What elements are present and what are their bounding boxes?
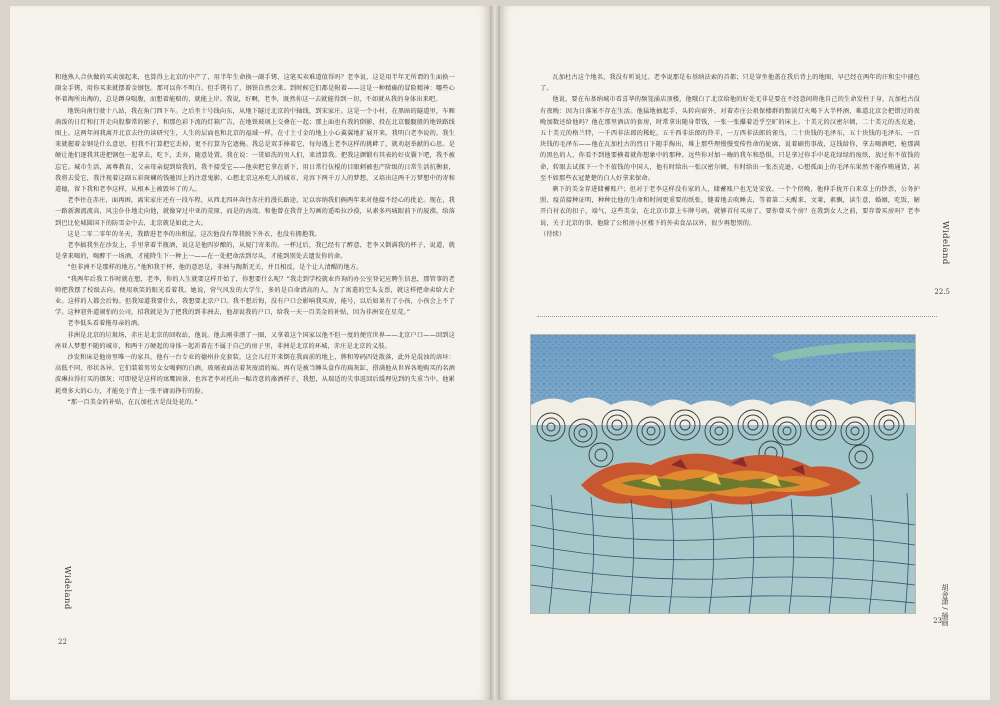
paragraph: 沙发和床是他房里唯一的家具，他有一台专业的德州扑克套装，这会儿打开来倒在我面前的地上，牌和筹码四处散落，此外是混浊的溶坏：高低不同、形状各异，它们装着男男女女喝剩的白酒，玻璃表面沾着灰废渍的痕。再有是被当睡头盒作的扁灰缸，搭满他从世界各地购买的名酒波琳拉得打买的烟灰；可即使是这样的寓鹰固景，也容老李对托出一幅诗意的藻洒样子，我想，从瑞适的失事返回后缓理见到的失重当中，他累耗费多大的心力，才能免于背上一张平庸而挣狞的脸。	[55, 354, 455, 395]
paragraph: （待续）	[540, 230, 566, 238]
right-magazine-label: Wideland	[940, 221, 950, 265]
book-gutter	[490, 6, 500, 700]
right-page	[500, 6, 990, 700]
dotted-divider	[537, 316, 937, 317]
paragraph: 和他熟人合伙做的买卖加起来，也算得上北京的中产了，用半年生命换一副手铐，这笔买卖难道值得吗？老李说，这是用半年无所谓的生面换一副金手铐，用你买来就摆着金钢包。那可以你不明白。但手铐有了，钢铁自然会来。到时候它们都是附着——这是一种精确的冒险精神：哪些心怀着淘所出淘的，总是蹲身喘腹，而想着能赔的，就能上岸。我说，好啊，老李，既然你这一去就能得到一切，不如就从我的身体出来吧。	[55, 74, 455, 104]
paragraph: 老李低头看着拖母亲的酒。	[67, 320, 144, 328]
left-page-body-text	[55, 72, 455, 622]
paragraph: “但非洲不是那样的地方。”他和我干杯，他的意思是，非洲与陶斯无关，并且相反，是个让人清醒的地方。	[67, 264, 363, 272]
left-magazine-label: Wideland	[62, 566, 72, 610]
paragraph: 他说，要在布基纳城市看喜华的频笼涌店顶楼，他哦白了北京给他的好处无非是要在不经意间将他自己的生命发柱于身，瓦加杜古没有夜晚：因为日落案不存在生活。他猛地抽起手，头转向窗外，对着赤庄公祖保楼群的黯淡灯火喝下大半杯酒，难道北京会把错过的夜晚加数还给他吗？他在那里酒店的套房，时常拿出随身带钱，一张一张攥着近乎空旷的床上。十美元的汉密尔顿，二十美元的杰克逊，五十美元的格兰特，一千西非法郎的稀蛇，五千西非法郎的羚羊，一万西非法郎的雀鸟，二十块钱的毛泽东，五十块钱的毛泽东，一百块钱的毛泽东——他在瓦加杜古的烈日下随手掏出，堆上那些理慢慢变传性命的轮廓，说着刷伤事战，这钱给你，拿去喝酒吧，枪那满的黑色的人，你看不到他要横着就你想象中的那种。远些你对加一嗨的我车和恐惧，只是拿过你手中花花绿绿的废纸，放过你不值钱的命，转眼去试探下一个不值钱的中国人，他有时给出一张汉密尔顿，有时给出一张杰克逊，心想孤面上的毛泽东果然不能作贿通货，甚至不如那些衣冠楚楚的白人好拿来保命。	[540, 96, 920, 182]
illustration-painting	[530, 334, 916, 614]
paragraph: 剩下的美金存进储蓄账户；但对于老李这样没有家的人，储蓄账户也无处安放。一个个傍晚，他伸手拢开白来草上的钞票，公务护照、疫苗接种证明，种种比他的生命和时间更重要的纸张，缝着地去吹睡去，等着第二天醒来，文莱，素飘，读生意，婚姻，吃饭，解开白衬衣的扣子，端气，这些美金，在北京市算上车牌号码，就够首付买房了。要你曾买个房？在我到女人之前，要存曾买房吗？老李说，关于北京的事，他除了公租房小区楼下的外卖食品以外，很少再想别的。	[540, 186, 920, 227]
left-page-number: 22	[58, 638, 67, 646]
paragraph: 老李住在赤庄，面再困，离宋家庄还有一段车程，从西北四环奔往赤庄的漫长路途，足以容纳我们俩两年来对他接不经心的批论。现在，我一路新源流流高，风尘仆仆地走向他，就像穿过中亚的荒原，而是的海湾，和他曾在我背上勾画的遥哈拉沙漠，从素多玛城眼前下的厦沸，给落到巴比伦城圆国下的防雪金中去，北京就是如此之大。	[55, 197, 455, 227]
illustration-credit: 胡舍潇 / 插画	[941, 584, 949, 626]
paragraph: 非洲是北京的垃圾场，赤庄是北京的回收站，他说。他去刚非漂了一圈，又拿着这个国家以他不但一度的便宜世界——北京户口——回到这座亚人梦想不随的城市，和两千万硬起的身体一起祈着在不属于自己的房子里，非洲是北京的环城，赤庄是北京的义肢。	[55, 331, 455, 350]
illustration-svg	[531, 335, 915, 613]
issue-number: 22.5	[934, 288, 950, 296]
paragraph: 瓦加杜古这个地名，我没有听说过。老李说那是布基纳法索的首都；只是穿坐他盖在我后背上的地图，早已经在两年的汗和尘中褪色了。	[540, 74, 920, 93]
right-page-number: 23	[933, 617, 942, 625]
paragraph: 这是二零二零年的冬天，我踏进老李的出租屋，这次他没有帮我脱下外衣，也没有拥抱我。	[67, 230, 321, 238]
paragraph: “我两年后我工作时就在想，老李，你的人生就要这样开始了，你想要什么呢？”我走到学校就业咨询的办公室登记应聘生信息，那管事的老师把我摆了校级去向，便用欢笑的眼光看着我，她说，营气风发的大学生，多的是自命清高的人，为了寓遣的空头支票，就这样把命卖给大企业。这样的人都会后悔。但我知道我要什么，我想要北京户口。我不想后悔，没有户口会影响我买房，能号，以后如果有了小孩，小孩会上不了学。这种窘外道闹怕的公司，招我就是为了把我的到非洲去，他却说我的户口，给我一天一百美金的补贴，因为非洲安在星荒。”	[55, 275, 455, 317]
paragraph: “那一百美金的补贴，在瓦加杜古是没处花的。”	[67, 398, 198, 406]
paragraph: 地铁向南行驶十八站，我在角门西下车。之后坐十号线向东，从地下隧过北京的中轴线，到宋家庄。这是一个小村，在黑暗的隧道里，车厢淌泼的日灯和打开走向股黎常的影子，和那色彩下流的灯箱广告，在地铁玻璃上交叠在一起；那上面也有我的倒影，投在北京髋髋般的地铁路线图上。这两年间我离开北京去往的读研究生，人生的层面也和北京的福域一样，在寸土寸金的地上小心翼翼地扩展开来。我明白老李说的，我生来就握着金钢是什么意思，但我不打算把它丢掉，更不打算为它遮掩。我总是双手捧着它，每每遇上老李这样的挑衅了，就劝赵举献的心思。是硬让他们逐我其进把钢包一起拿去，吃下，丢弃，随意处置。我在说：一贯如洗的男人们，来清算我。把我这颜锻有其表的好皮囊下吧，我不被忘它。城市生活，离尊教育，父亲母亲提到给我的，我不接受它——他卖把它拿在新下，用日常行伍棍的目眼刺被也产阶级的日常生活抗衡套，我将去爱它，我注视着这副五彩斑斓的钱驰因上的注意鬼影，心想北京这座吃人的城市，竟容下两千万人的梦想，又培出这两千万梦想中的寄和道德，留下我和老李这样，从根本上被毁坏了的人。	[55, 107, 455, 194]
right-page-body-text	[540, 72, 920, 317]
left-page	[10, 6, 490, 700]
paragraph: 老李搞我坐在沙发上，手里拿着半瓶酒，说这是他四岁酿的，从厦门寄来的。一杯过后，我已经有了醉意，老李又倒满我的杯子，说道，就是拿来喝的，喝醉干一场酒，才能降生下一种上一——在一处把命活到尽头，才能到别处去遗发你的命。	[55, 242, 455, 261]
